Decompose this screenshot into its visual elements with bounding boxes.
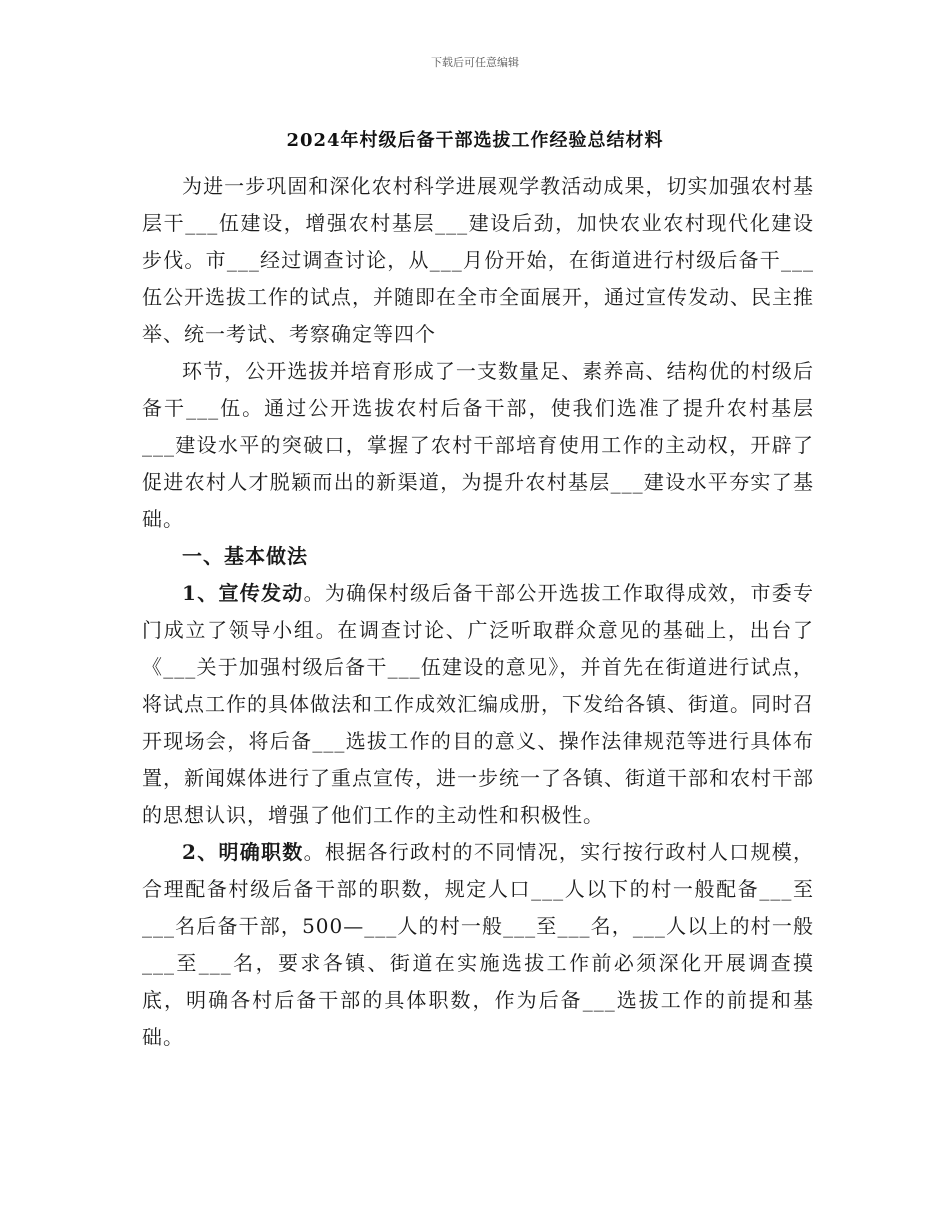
section-heading-text: 一、基本做法: [182, 544, 308, 568]
paragraph-lead: 1、宣传发动: [182, 581, 304, 605]
document-body: [142, 168, 814, 1056]
paragraph: [142, 168, 814, 353]
section-heading: [142, 538, 814, 575]
paragraph-text: 环节，公开选拔并培育形成了一支数量足、素养高、结构优的村级后备干___伍。通过公开选拔农村后备干部，使我们选准了提升农村基层___建设水平的突破口，掌握了农村干部培育使用工作的主动权，开辟了促进农村人才脱颖而出的新渠道，为提升农村基层___建设水平夯实了基础。: [142, 359, 814, 531]
paragraph: [142, 353, 814, 538]
paragraph-text: 为进一步巩固和深化农村科学进展观学教活动成果，切实加强农村基层干___伍建设，增强农村基层___建设后劲，加快农业农村现代化建设步伐。市___经过调查讨论，从___月份开始，在街道进行村级后备干___伍公开选拔工作的试点，并随即在全市全面展开，通过宣传发动、民主推举、统一考试、考察确定等四个: [142, 174, 814, 346]
paragraph-text: 。为确保村级后备干部公开选拔工作取得成效，市委专门成立了领导小组。在调查讨论、广泛听取群众意见的基础上，出台了《___关于加强村级后备干___伍建设的意见》，并首先在街道进行试点，将试点工作的具体做法和工作成效汇编成册，下发给各镇、街道。同时召开现场会，将后备___选拔工作的目的意义、操作法律规范等进行具体布置，新闻媒体进行了重点宣传，进一步统一了各镇、街道干部和农村干部的思想认识，增强了他们工作的主动性和积极性。: [142, 581, 815, 827]
paragraph-lead: 2、明确职数: [182, 840, 304, 864]
paragraph-text: 。根据各行政村的不同情况，实行按行政村人口规模，合理配备村级后备干部的职数，规定人口___人以下的村一般配备___至___名后备干部，500—___人的村一般___至___名，___人以上的村一般___至___名，要求各镇、街道在实施选拔工作前必须深化开展调查摸底，明确各村后备干部的具体职数，作为后备___选拔工作的前提和基础。: [142, 840, 815, 1049]
header-note: 下载后可任意编辑: [431, 56, 519, 69]
document-title: 2024年村级后备干部选拔工作经验总结材料: [286, 130, 664, 151]
paragraph: [142, 834, 814, 1056]
paragraph: [142, 575, 814, 834]
